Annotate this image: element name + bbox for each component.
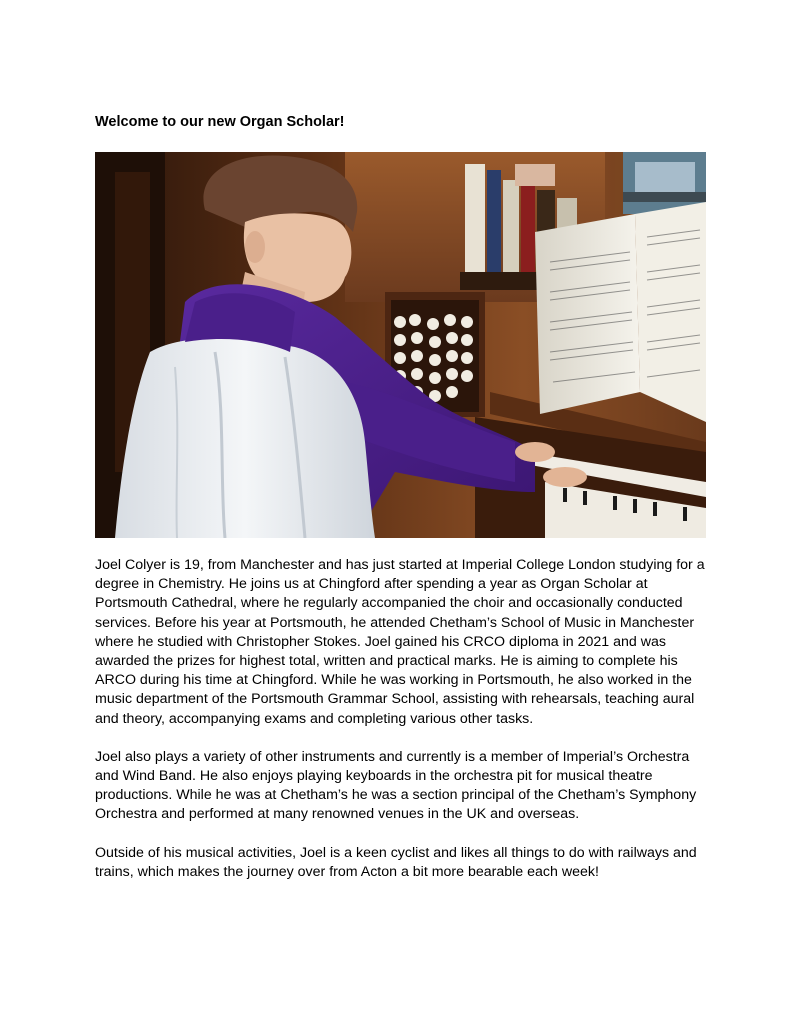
article-body — [95, 556, 715, 901]
paragraph-hobbies: Outside of his musical activities, Joel is a keen cyclist and likes all things to do with railways and trains, which makes the journey over from Acton a bit more bearable each week! — [95, 844, 697, 880]
paragraph-instruments: Joel also plays a variety of other instruments and currently is a member of Imperial’s Orchestra and Wind Band. He also enjoys playing keyboards in the orchestra pit for musical theatre productions. While he was at Chetham’s he was a section principal of the Chetham’s Symphony Orchestra and performed at many renowned venues in the UK and overseas. — [95, 748, 697, 823]
organ-scholar-photo — [95, 152, 706, 538]
page-title: Welcome to our new Organ Scholar! — [95, 114, 345, 130]
paragraph-biography: Joel Colyer is 19, from Manchester and has just started at Imperial College London studying for a degree in Chemistry. He joins us at Chingford after spending a year as Organ Scholar at Portsmouth Cathedral, where he regularly accompanied the choir and occasionally conducted services. Before his year at Portsmouth, he attended Chetham’s School of Music in Manchester where he studied with Christopher Stokes. Joel gained his CRCO diploma in 2021 and was awarded the prizes for highest total, written and practical marks. He is aiming to complete his ARCO during his time at Chingford. While he was working in Portsmouth, he also worked in the music department of the Portsmouth Grammar School, assisting with rehearsals, teaching aural and theory, accompanying exams and completing various other tasks. — [95, 557, 705, 727]
